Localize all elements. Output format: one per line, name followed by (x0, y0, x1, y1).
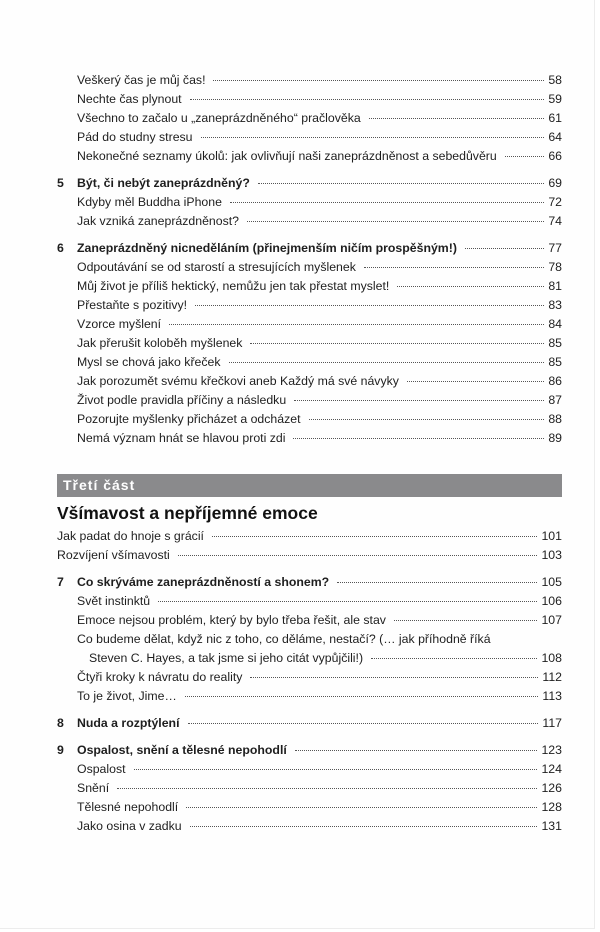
entry-page: 88 (548, 412, 562, 426)
dot-leader (371, 658, 537, 659)
dot-leader (117, 788, 537, 789)
dot-leader (294, 400, 544, 401)
toc-entry[interactable] (57, 391, 562, 410)
toc-entry[interactable] (57, 71, 562, 90)
dot-leader (465, 248, 544, 249)
dot-leader (158, 601, 537, 602)
entry-title: Přestaňte s pozitivy! (77, 298, 188, 312)
toc-entry[interactable] (57, 193, 562, 212)
entry-title: Pád do studny stresu (77, 130, 193, 144)
chapter-title: Nuda a rozptýlení (77, 716, 180, 730)
toc-chapter-7[interactable] (57, 573, 562, 592)
chapter-number: 8 (57, 716, 64, 730)
toc-entry[interactable] (57, 315, 562, 334)
entry-page: 103 (541, 548, 562, 562)
entry-page: 126 (541, 781, 562, 795)
toc-entry[interactable] (57, 817, 562, 836)
toc-entry[interactable] (57, 212, 562, 231)
entry-title: Odpoutávání se od starostí a stresujících myšlenek (77, 260, 356, 274)
entry-page: 84 (548, 317, 562, 331)
dot-leader (258, 183, 544, 184)
entry-title: Tělesné nepohodlí (77, 800, 179, 814)
dot-leader (364, 267, 544, 268)
toc-entry[interactable] (57, 798, 562, 817)
entry-page: 74 (548, 214, 562, 228)
toc-entry[interactable] (57, 147, 562, 166)
entry-page: 85 (548, 336, 562, 350)
entry-title: Život podle pravidla příčiny a následku (77, 393, 287, 407)
entry-title: Čtyři kroky k návratu do reality (77, 670, 243, 684)
entry-page: 83 (548, 298, 562, 312)
entry-title: Nekonečné seznamy úkolů: jak ovlivňují naši zaneprázdněnost a sebedůvěru (77, 149, 497, 163)
entry-page: 112 (542, 670, 562, 684)
dot-leader (295, 750, 538, 751)
dot-leader (185, 696, 539, 697)
dot-leader (369, 118, 545, 119)
entry-page: 107 (541, 613, 562, 627)
toc-entry[interactable] (57, 760, 562, 779)
toc-entry[interactable] (57, 128, 562, 147)
dot-leader (505, 156, 545, 157)
part-label: Třetí část (63, 477, 136, 493)
toc-entry[interactable] (57, 668, 562, 687)
dot-leader (212, 536, 537, 537)
entry-page: 87 (548, 393, 562, 407)
entry-title: Jak padat do hnoje s grácií (57, 529, 204, 543)
entry-title: Všechno to začalo u „zaneprázdněného“ pračlověka (77, 111, 361, 125)
dot-leader (201, 137, 545, 138)
toc-entry[interactable] (57, 592, 562, 611)
entry-title: Veškerý čas je můj čas! (77, 73, 206, 87)
toc-entry[interactable] (57, 353, 562, 372)
entry-title: Nechte čas plynout (77, 92, 182, 106)
toc-entry[interactable] (57, 90, 562, 109)
toc-entry[interactable] (57, 109, 562, 128)
dot-leader (407, 381, 544, 382)
toc-entry[interactable] (57, 527, 562, 546)
dot-leader (190, 99, 545, 100)
entry-title: Vzorce myšlení (77, 317, 162, 331)
entry-title: Snění (77, 781, 110, 795)
entry-page: 61 (548, 111, 562, 125)
entry-title: Ospalost (77, 762, 126, 776)
chapter-title: Být, či nebýt zaneprázdněný? (77, 176, 250, 190)
toc-chapter-5[interactable] (57, 174, 562, 193)
entry-page: 72 (548, 195, 562, 209)
entry-page: 86 (548, 374, 562, 388)
chapter-title: Ospalost, snění a tělesné nepohodlí (77, 743, 287, 757)
dot-leader (229, 362, 545, 363)
entry-page: 131 (541, 819, 562, 833)
toc-chapter-8[interactable] (57, 714, 562, 733)
entry-title: Kdyby měl Buddha iPhone (77, 195, 222, 209)
dot-leader (186, 807, 537, 808)
toc-entry[interactable] (57, 372, 562, 391)
dot-leader (188, 723, 539, 724)
entry-page: 89 (548, 431, 562, 445)
entry-title: Jak vzniká zaneprázdněnost? (77, 214, 240, 228)
entry-page: 108 (541, 651, 562, 665)
toc-entry-continuation[interactable] (57, 649, 562, 668)
chapter-number: 6 (57, 241, 64, 255)
toc-entry[interactable] (57, 296, 562, 315)
dot-leader (293, 438, 544, 439)
dot-leader (230, 202, 544, 203)
entry-page: 106 (541, 594, 562, 608)
entry-title: To je život, Jime… (77, 689, 177, 703)
chapter-page: 69 (548, 176, 562, 190)
chapter-page: 123 (541, 743, 562, 757)
chapter-number: 9 (57, 743, 64, 757)
entry-title: Emoce nejsou problém, který by bylo třeba řešit, ale stav (77, 613, 386, 627)
entry-page: 101 (541, 529, 562, 543)
toc-entry[interactable] (57, 611, 562, 630)
dot-leader (397, 286, 544, 287)
toc-entry[interactable] (57, 334, 562, 353)
dot-leader (247, 221, 544, 222)
dot-leader (250, 343, 544, 344)
entry-title: Jako osina v zadku (77, 819, 182, 833)
entry-page: 64 (548, 130, 562, 144)
dot-leader (169, 324, 544, 325)
dot-leader (178, 555, 538, 556)
dot-leader (337, 582, 537, 583)
entry-title: Steven C. Hayes, a tak jsme si jeho citát vypůjčili!) (89, 651, 364, 665)
entry-page: 58 (548, 73, 562, 87)
entry-page: 81 (548, 279, 562, 293)
chapter-number: 5 (57, 176, 64, 190)
part-band (57, 474, 562, 497)
dot-leader (309, 419, 545, 420)
toc-entry[interactable] (57, 687, 562, 706)
entry-title: Nemá význam hnát se hlavou proti zdi (77, 431, 286, 445)
entry-page: 128 (541, 800, 562, 814)
toc-chapter-6[interactable] (57, 239, 562, 258)
entry-page: 124 (541, 762, 562, 776)
entry-title: Pozorujte myšlenky přicházet a odcházet (77, 412, 301, 426)
chapter-title: Zaneprázdněný nicneděláním (přinejmenším ničím prospěšným!) (77, 241, 457, 255)
entry-page: 85 (548, 355, 562, 369)
entry-title: Jak porozumět svému křečkovi aneb Každý má své návyky (77, 374, 399, 388)
toc-entry[interactable] (57, 258, 562, 277)
toc-chapter-9[interactable] (57, 741, 562, 760)
entry-page: 59 (548, 92, 562, 106)
dot-leader (195, 305, 544, 306)
toc-entry[interactable] (57, 277, 562, 296)
toc-entry[interactable] (57, 779, 562, 798)
dot-leader (394, 620, 538, 621)
entry-page: 66 (548, 149, 562, 163)
toc-part2-continued (57, 71, 562, 448)
entry-title: Mysl se chová jako křeček (77, 355, 221, 369)
entry-title: Co budeme dělat, když nic z toho, co děláme, nestačí? (… jak příhodně říká (77, 632, 491, 646)
dot-leader (190, 826, 538, 827)
toc-entry[interactable] (57, 630, 562, 649)
chapter-page: 105 (541, 575, 562, 589)
entry-title: Jak přerušit koloběh myšlenek (77, 336, 243, 350)
entry-page: 113 (542, 689, 562, 703)
chapter-title: Co skrýváme zaneprázdněností a shonem? (77, 575, 330, 589)
chapter-page: 117 (542, 716, 562, 730)
dot-leader (250, 677, 538, 678)
part-heading: Všímavost a nepříjemné emoce (57, 503, 318, 523)
chapter-number: 7 (57, 575, 64, 589)
dot-leader (134, 769, 538, 770)
entry-page: 78 (548, 260, 562, 274)
chapter-page: 77 (548, 241, 562, 255)
toc-entry[interactable] (57, 546, 562, 565)
entry-title: Svět instinktů (77, 594, 151, 608)
toc-entry[interactable] (57, 410, 562, 429)
toc-entry[interactable] (57, 429, 562, 448)
toc-part3 (57, 527, 562, 836)
entry-title: Rozvíjení všímavosti (57, 548, 170, 562)
dot-leader (213, 80, 544, 81)
entry-title: Můj život je příliš hektický, nemůžu jen tak přestat myslet! (77, 279, 390, 293)
